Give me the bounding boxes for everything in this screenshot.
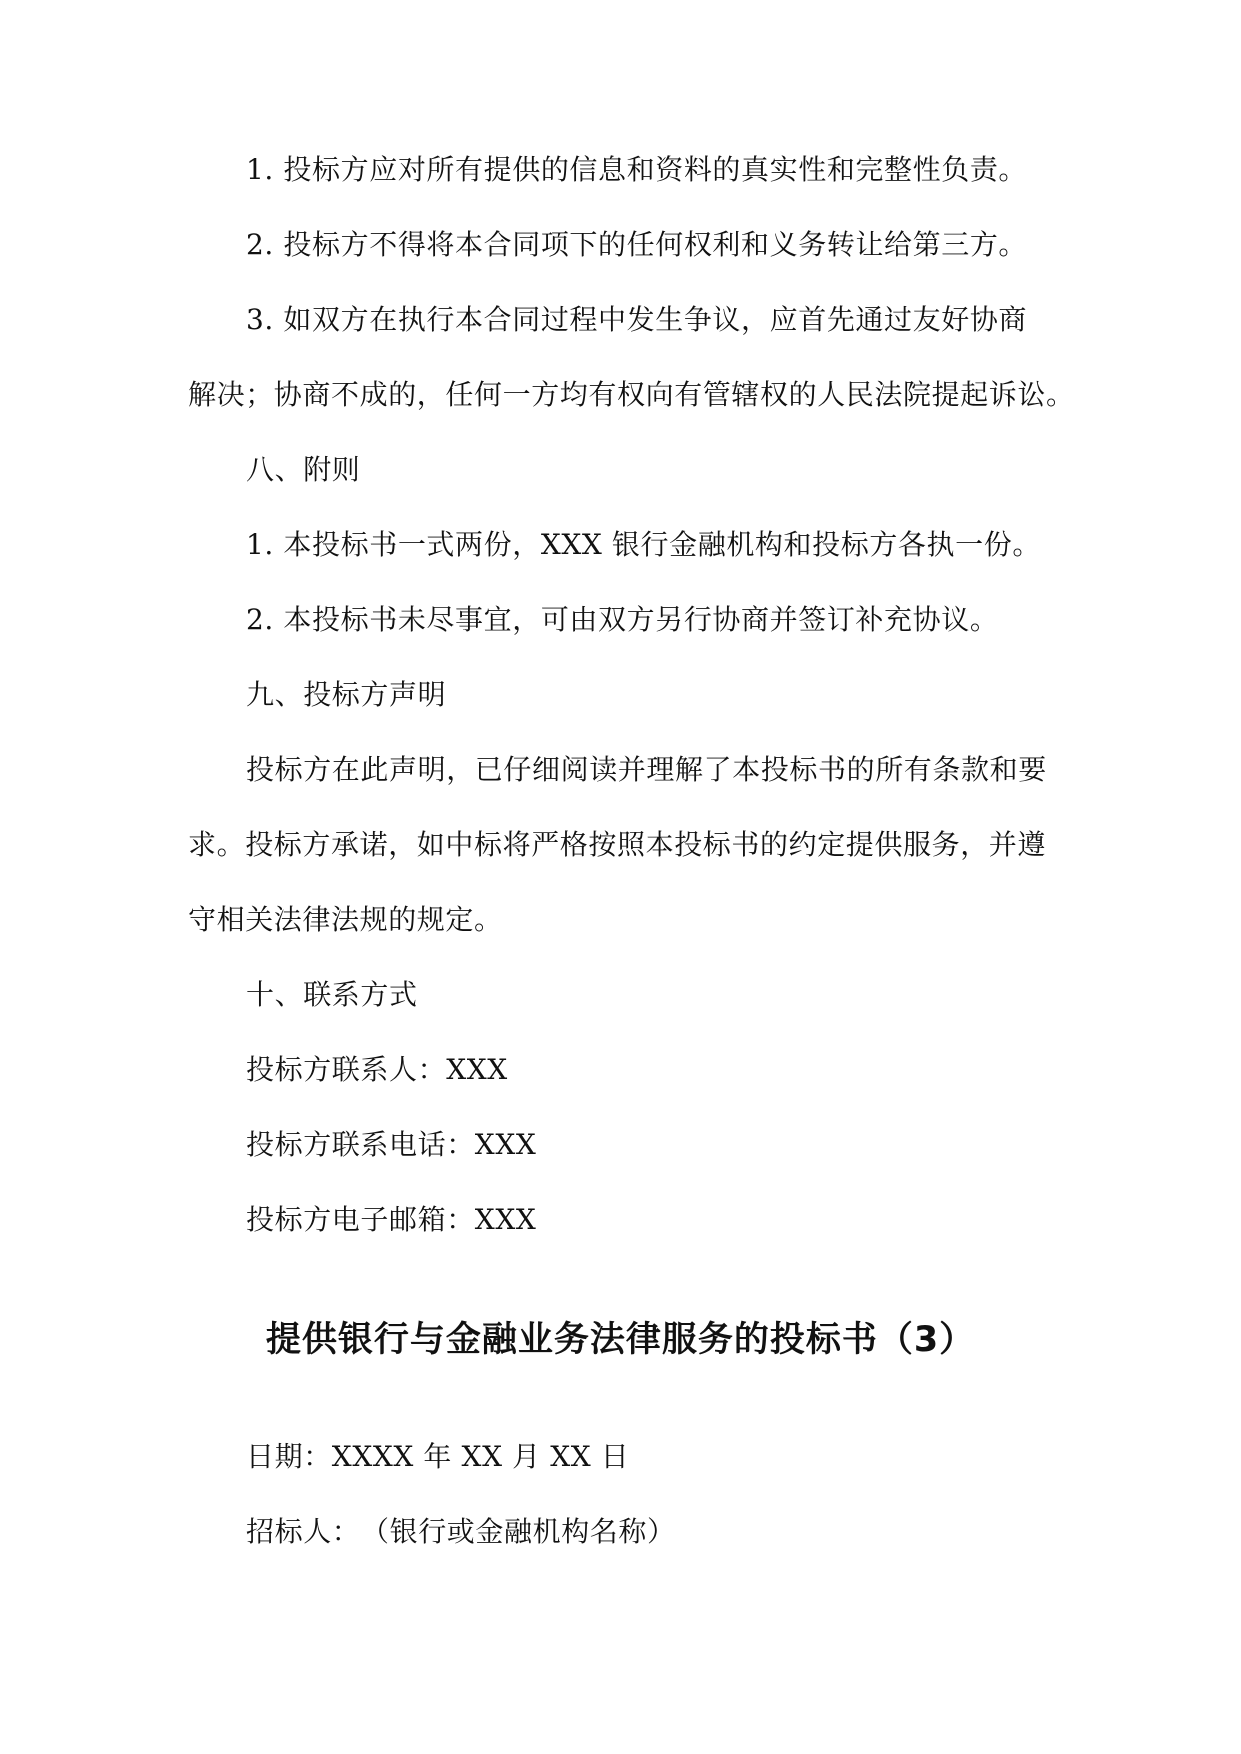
contact-person: 投标方联系人：XXX bbox=[246, 1053, 508, 1086]
clause-item-1: 1. 投标方应对所有提供的信息和资料的真实性和完整性负责。 bbox=[246, 153, 1028, 186]
declaration-line-1: 投标方在此声明，已仔细阅读并理解了本投标书的所有条款和要 bbox=[246, 753, 1047, 786]
section-heading-contact: 十、联系方式 bbox=[246, 978, 418, 1011]
contact-email: 投标方电子邮箱：XXX bbox=[246, 1203, 537, 1236]
document-date: 日期：XXXX 年 XX 月 XX 日 bbox=[246, 1440, 630, 1473]
clause-item-2: 2. 投标方不得将本合同项下的任何权利和义务转让给第三方。 bbox=[246, 228, 1028, 261]
declaration-line-2: 求。投标方承诺，如中标将严格按照本投标书的约定提供服务，并遵 bbox=[188, 828, 1047, 861]
tenderer-line: 招标人： （银行或金融机构名称） bbox=[246, 1515, 676, 1548]
section-heading-declaration: 九、投标方声明 bbox=[246, 678, 447, 711]
declaration-line-3: 守相关法律法规的规定。 bbox=[188, 903, 503, 936]
contact-phone: 投标方联系电话：XXX bbox=[246, 1128, 537, 1161]
section-heading-appendix: 八、附则 bbox=[246, 453, 361, 486]
clause-item-3: 3. 如双方在执行本合同过程中发生争议，应首先通过友好协商 bbox=[246, 303, 1028, 336]
appendix-item-1: 1. 本投标书一式两份，XXX 银行金融机构和投标方各执一份。 bbox=[246, 528, 1041, 561]
clause-item-3-continuation: 解决；协商不成的，任何一方均有权向有管辖权的人民法院提起诉讼。 bbox=[188, 378, 1075, 411]
document-title: 提供银行与金融业务法律服务的投标书（3） bbox=[265, 1320, 976, 1360]
appendix-item-2: 2. 本投标书未尽事宜，可由双方另行协商并签订补充协议。 bbox=[246, 603, 999, 636]
